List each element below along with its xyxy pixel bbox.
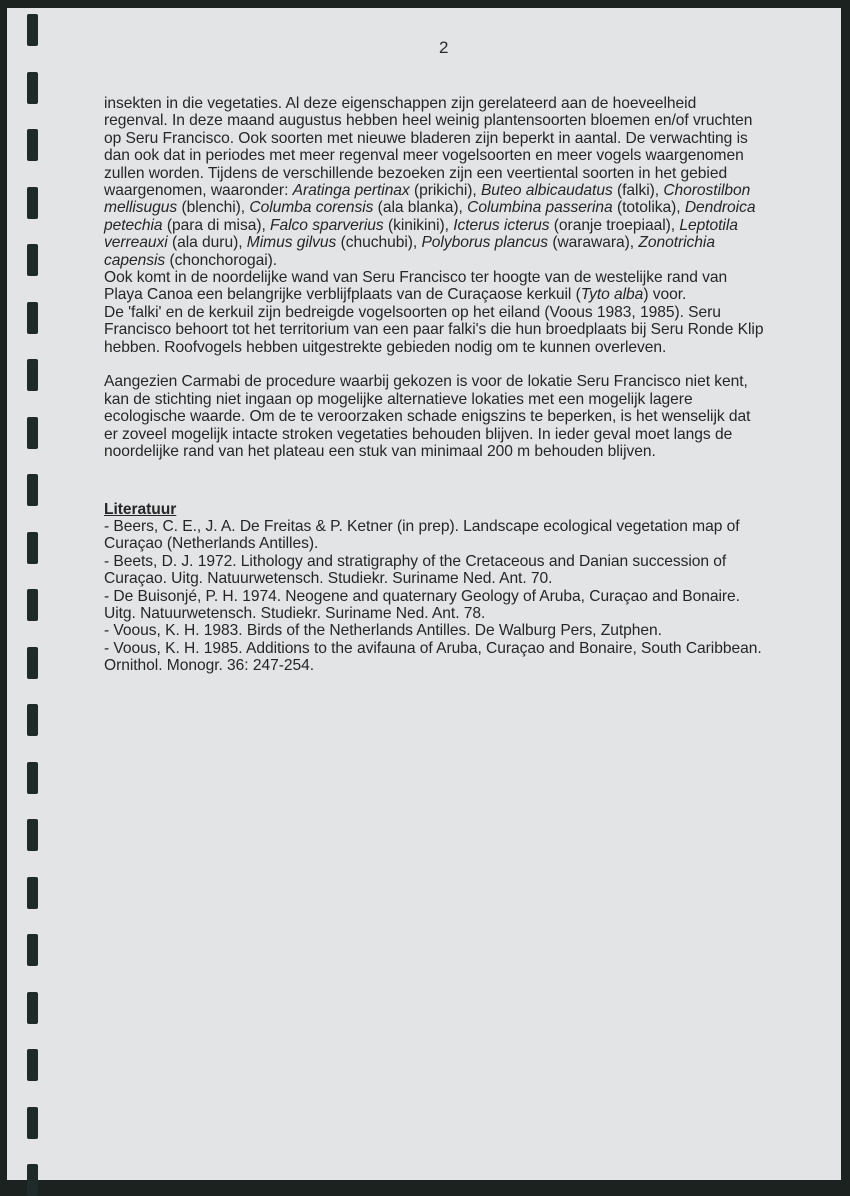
- text-run: (blenchi),: [177, 199, 250, 217]
- text-run: (oranje troepiaal),: [549, 216, 680, 234]
- species-name: Polyborus plancus: [421, 234, 549, 252]
- reference-item: - De Buisonjé, P. H. 1974. Neogene and quaternary Geology of Aruba, Curaçao and Bonaire. Uitg. Natuurwetensch. Studiekr. Suriname Ned. Ant. 78.: [104, 587, 740, 622]
- text-run: insekten in die vegetaties. Al deze eigenschappen zijn gerelateerd aan de hoeveelheid regenval. In deze maand augustus hebben heel weinig plantensoorten bloemen en/of vruchten op Seru Francisco. Ook soorten met nieuwe bladeren zijn beperkt in aantal. De verwachting is dan ook dat in periodes met meer regenval meer vogelsoorten en meer vogels waargenomen zullen worden. Tijdens de verschillende bezoeken zijn een veertiental soorten in het gebied waargenomen, waaronder:: [104, 95, 753, 200]
- binding-mark: [27, 532, 38, 564]
- literature-heading: Literatuur: [104, 500, 177, 518]
- species-name: Mimus gilvus: [246, 234, 337, 252]
- text-run: (ala duru),: [167, 234, 247, 252]
- reference-item: - Voous, K. H. 1985. Additions to the avifauna of Aruba, Curaçao and Bonaire, South Caribbean. Ornithol. Monogr. 36: 247-254.: [104, 639, 762, 675]
- text-run: Ook komt in de noordelijke wand van Seru Francisco ter hoogte van de westelijke rand van Playa Canoa een belangrijke verblijfplaats van de Curaçaose kerkuil (: [104, 269, 728, 304]
- text-run: (ala blanka),: [373, 199, 468, 217]
- text-run: (chonchorogai).: [165, 251, 278, 269]
- reference-item: - Beers, C. E., J. A. De Freitas & P. Ketner (in prep). Landscape ecological vegetation map of Curaçao (Netherlands Antilles).: [104, 517, 740, 553]
- binding-mark: [27, 704, 38, 736]
- binding-mark: [27, 1049, 38, 1081]
- binding-holes: [27, 0, 39, 1192]
- binding-mark: [27, 417, 38, 449]
- binding-mark: [27, 934, 38, 966]
- species-name: Dendroica petechia: [104, 199, 756, 234]
- binding-mark: [27, 1107, 38, 1139]
- page-number: 2: [439, 38, 449, 57]
- document-body: [104, 95, 764, 675]
- text-run: De 'falki' en de kerkuil zijn bedreigde vogelsoorten op het eiland (Voous 1983, 1985). Seru Francisco behoort tot het territorium van een paar falki's die hun broedplaats bij Seru Ronde Klip hebben. Roofvogels hebben uitgestrekte gebieden nodig om te kunnen overleven.: [104, 303, 764, 356]
- binding-mark: [27, 877, 38, 909]
- binding-mark: [27, 244, 38, 276]
- binding-mark: [27, 1164, 38, 1196]
- species-name: Chorostilbon mellisugus: [104, 182, 751, 217]
- binding-mark: [27, 187, 38, 219]
- binding-mark: [27, 647, 38, 679]
- species-name: Tyto alba: [580, 286, 644, 304]
- text-run: (para di misa),: [162, 216, 271, 234]
- paragraph-recommendation: [104, 373, 764, 460]
- text-run: (chuchubi),: [336, 234, 422, 252]
- binding-mark: [27, 474, 38, 506]
- text-run: (kinikini),: [383, 216, 454, 234]
- species-name: Aratinga pertinax: [292, 182, 410, 200]
- species-name: Zonotrichia capensis: [104, 234, 715, 269]
- binding-mark: [27, 819, 38, 851]
- binding-mark: [27, 359, 38, 391]
- text-run: (warawara),: [548, 234, 639, 252]
- spacer: [104, 356, 764, 373]
- text-run: ) voor.: [643, 286, 687, 304]
- species-name: Icterus icterus: [453, 216, 550, 234]
- binding-mark: [27, 589, 38, 621]
- binding-mark: [27, 14, 38, 46]
- reference-item: - Voous, K. H. 1983. Birds of the Netherlands Antilles. De Walburg Pers, Zutphen.: [104, 622, 662, 640]
- text-run: (falki),: [612, 182, 664, 200]
- binding-mark: [27, 302, 38, 334]
- species-name: Buteo albicaudatus: [480, 182, 613, 200]
- reference-item: - Beets, D. J. 1972. Lithology and stratigraphy of the Cretaceous and Danian succession of Curaçao. Uitg. Natuurwetensch. Studiekr. Suriname Ned. Ant. 70.: [104, 552, 727, 588]
- paragraph-birds: [104, 95, 764, 269]
- species-name: Columba corensis: [249, 199, 374, 217]
- species-name: Columbina passerina: [467, 199, 613, 217]
- spacer: [104, 461, 764, 501]
- binding-mark: [27, 129, 38, 161]
- binding-mark: [27, 992, 38, 1024]
- species-name: Leptotila verreauxi: [104, 216, 738, 252]
- text-run: (prikichi),: [409, 182, 481, 200]
- text-run: (totolika),: [612, 199, 685, 217]
- binding-mark: [27, 762, 38, 794]
- paragraph-barn-owl: [104, 269, 764, 304]
- text-run: Aangezien Carmabi de procedure waarbij gekozen is voor de lokatie Seru Francisco niet kent, kan de stichting niet ingaan op mogelijke alternatieve lokaties met een mogelijk lagere ecologische waarde. Om de te veroorzaken schade enigszins te beperken, is het wenselijk dat er zoveel mogelijk intacte stroken vegetaties behouden blijven. In ieder geval moet langs de noordelijke rand van het plateau een stuk van minimaal 200 m behouden blijven.: [104, 373, 751, 461]
- species-name: Falco sparverius: [270, 216, 384, 234]
- paragraph-threatened-species: [104, 304, 764, 356]
- binding-mark: [27, 72, 38, 104]
